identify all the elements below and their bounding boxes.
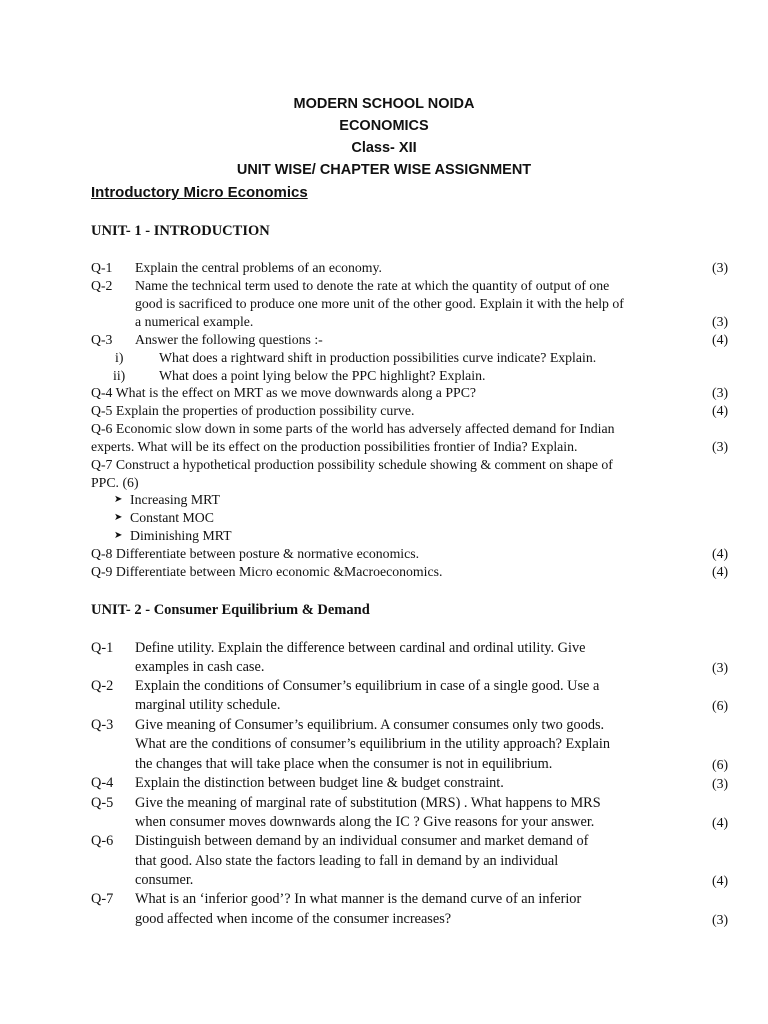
question-text: examples in cash case.: [135, 659, 265, 675]
question-text: consumer.: [135, 872, 194, 888]
marks: (3): [712, 385, 729, 400]
question-text: good is sacrificed to produce one more unit of the other good. Explain it with the help of: [135, 296, 624, 311]
marks: (4): [712, 403, 729, 418]
bullet-text: Constant MOC: [130, 510, 214, 525]
q-label: Q-3: [91, 717, 114, 733]
question-text: Explain the conditions of Consumer’s equilibrium in case of a single good. Use a: [135, 678, 600, 694]
question-text: Answer the following questions :-: [135, 332, 323, 347]
question-text: Q-5 Explain the properties of production possibility curve.: [91, 403, 415, 418]
question-text: marginal utility schedule.: [135, 697, 281, 713]
q-label: Q-4: [91, 775, 114, 791]
marks: (4): [712, 815, 729, 830]
marks: (4): [712, 332, 729, 347]
question-text: Explain the central problems of an economy.: [135, 260, 382, 275]
assignment-title: UNIT WISE/ CHAPTER WISE ASSIGNMENT: [236, 162, 532, 178]
q-label: Q-3: [91, 332, 113, 347]
marks: (3): [712, 439, 729, 454]
class-title: Class- XII: [351, 140, 417, 156]
marks: (3): [712, 260, 729, 275]
marks: (3): [712, 912, 729, 927]
question-text: Q-9 Differentiate between Micro economic &Macroeconomics.: [91, 564, 443, 579]
marks: (3): [712, 314, 729, 329]
arrow-bullet-icon: ➤: [114, 530, 123, 541]
subject-title: ECONOMICS: [339, 118, 429, 134]
q-label: Q-2: [91, 278, 113, 293]
section-heading: Introductory Micro Economics: [91, 184, 308, 201]
marks: (4): [712, 873, 729, 888]
arrow-bullet-icon: ➤: [114, 494, 123, 505]
unit-2-heading: UNIT- 2 - Consumer Equilibrium & Demand: [91, 602, 370, 618]
question-text: Q-6 Economic slow down in some parts of the world has adversely affected demand for Indian: [91, 421, 615, 436]
q-label: Q-5: [91, 795, 114, 811]
question-text: Give the meaning of marginal rate of substitution (MRS) . What happens to MRS: [135, 795, 601, 811]
question-text: What are the conditions of consumer’s equilibrium in the utility approach? Explain: [135, 736, 610, 752]
question-text: Name the technical term used to denote the rate at which the quantity of output of one: [135, 278, 610, 293]
school-name: MODERN SCHOOL NOIDA: [293, 96, 475, 112]
marks: (6): [712, 698, 729, 713]
question-text: Explain the distinction between budget line & budget constraint.: [135, 775, 504, 791]
q-label: Q-7: [91, 891, 114, 907]
sub-question-text: What does a point lying below the PPC highlight? Explain.: [159, 368, 486, 383]
marks: (4): [712, 546, 729, 561]
question-text: good affected when income of the consumer increases?: [135, 911, 452, 927]
arrow-bullet-icon: ➤: [114, 512, 123, 523]
q-label: Q-2: [91, 678, 114, 694]
question-text: Q-4 What is the effect on MRT as we move downwards along a PPC?: [91, 385, 477, 400]
marks: (4): [712, 564, 729, 579]
sub-label: ii): [113, 368, 126, 383]
question-text: Define utility. Explain the difference between cardinal and ordinal utility. Give: [135, 640, 586, 656]
unit-1-heading: UNIT- 1 - INTRODUCTION: [91, 223, 270, 239]
question-text: a numerical example.: [135, 314, 254, 329]
question-text: when consumer moves downwards along the IC ? Give reasons for your answer.: [135, 814, 595, 830]
q-label: Q-1: [91, 260, 113, 275]
question-text: PPC. (6): [91, 475, 139, 490]
question-text: Q-7 Construct a hypothetical production possibility schedule showing & comment on shape of: [91, 457, 613, 472]
marks: (3): [712, 776, 729, 791]
question-text: the changes that will take place when the consumer is not in equilibrium.: [135, 756, 553, 772]
bullet-text: Diminishing MRT: [130, 528, 232, 543]
q-label: Q-1: [91, 640, 114, 656]
question-text: Q-8 Differentiate between posture & normative economics.: [91, 546, 420, 561]
marks: (3): [712, 660, 729, 675]
question-text: experts. What will be its effect on the production possibilities frontier of India? Explain.: [91, 439, 578, 454]
sub-question-text: What does a rightward shift in production possibilities curve indicate? Explain.: [159, 350, 597, 365]
question-text: Give meaning of Consumer’s equilibrium. A consumer consumes only two goods.: [135, 717, 605, 733]
q-label: Q-6: [91, 833, 114, 849]
sub-label: i): [115, 350, 124, 365]
bullet-text: Increasing MRT: [130, 492, 220, 507]
marks: (6): [712, 757, 729, 772]
question-text: What is an ‘inferior good’? In what manner is the demand curve of an inferior: [135, 891, 582, 907]
question-text: Distinguish between demand by an individual consumer and market demand of: [135, 833, 589, 849]
question-text: that good. Also state the factors leading to fall in demand by an individual: [135, 853, 559, 869]
